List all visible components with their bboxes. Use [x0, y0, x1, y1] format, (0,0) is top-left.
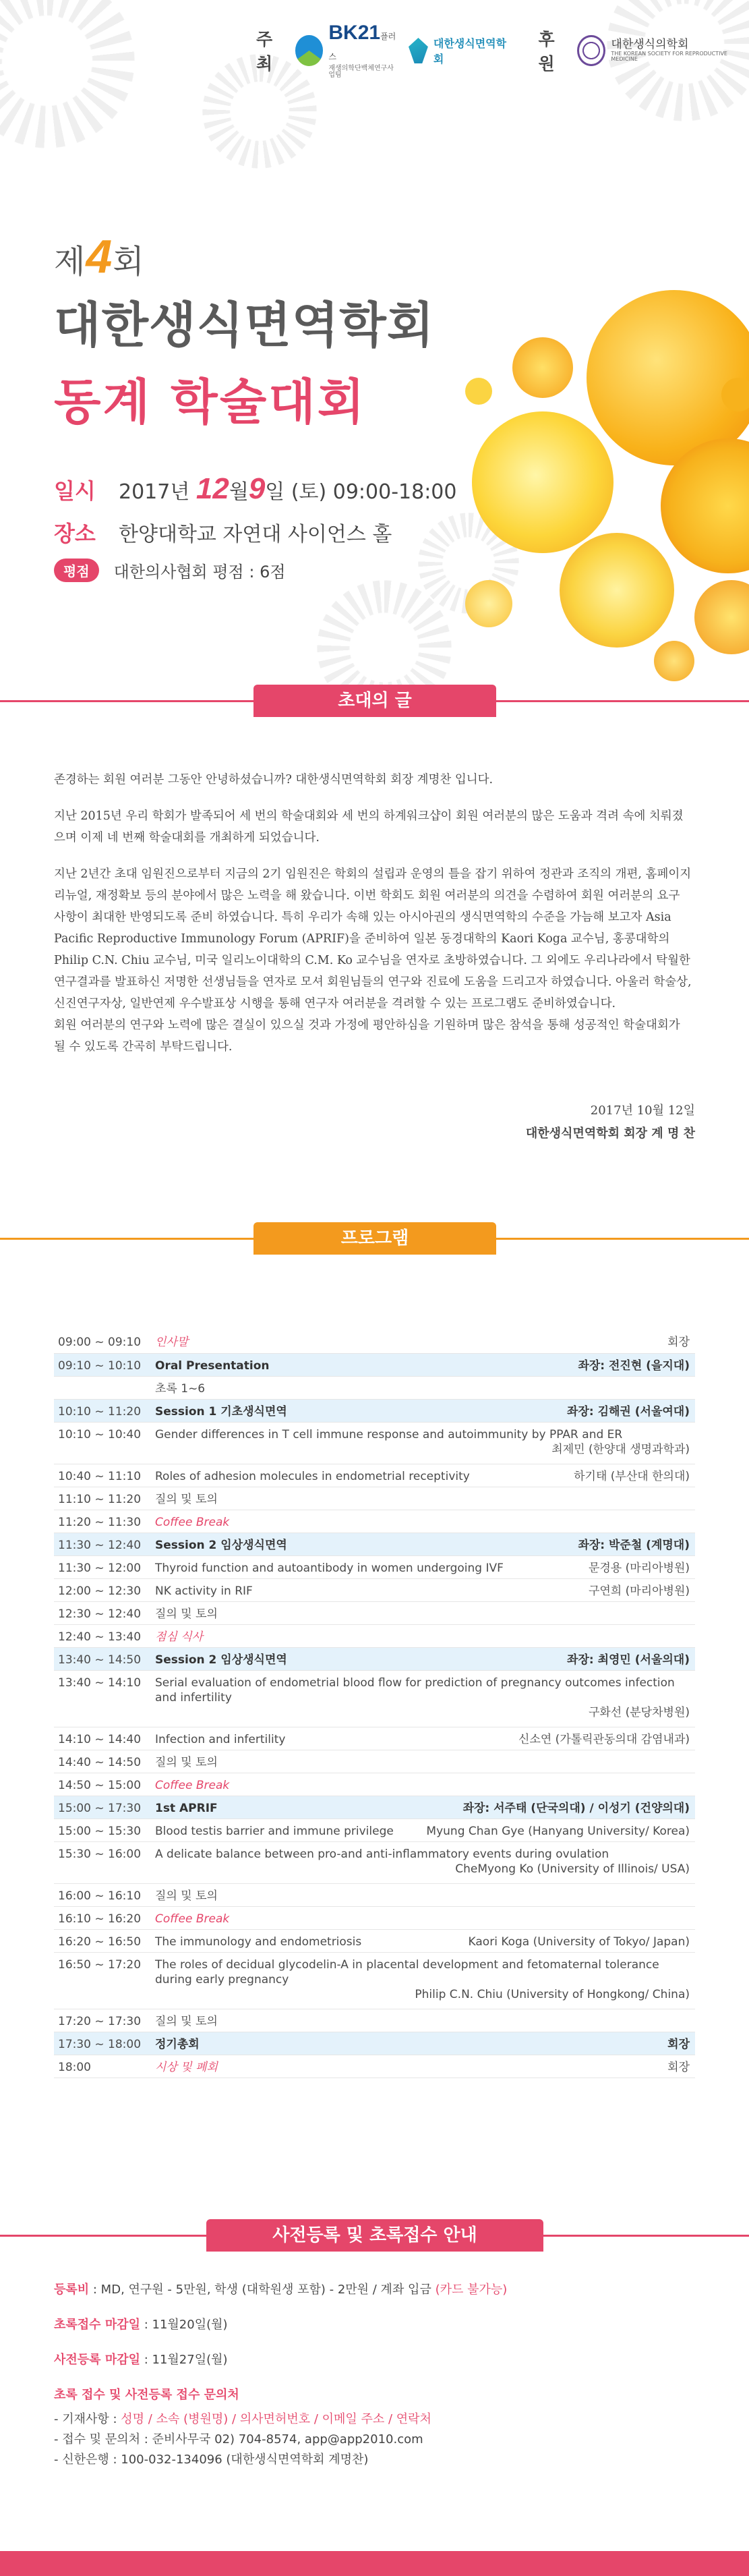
program-title: A delicate balance between pro-and anti-inflammatory events during ovulation — [155, 1847, 609, 1861]
program-title: 질의 및 토의 — [155, 1755, 218, 1769]
program-item — [155, 1929, 695, 1952]
sponsor-label: 후원 — [538, 30, 555, 74]
invitation-text — [54, 769, 694, 1072]
contact-line-prefix: - 기재사항 : — [54, 2412, 121, 2426]
program-item — [155, 1533, 695, 1555]
program-time: 13:40 ~ 14:50 — [54, 1647, 155, 1670]
program-time: 10:10 ~ 10:40 — [54, 1422, 155, 1464]
contact-line: - 신한은행 : 100-032-134096 (대한생식면역학회 계명찬) — [54, 2453, 369, 2467]
program-heading: 프로그램 — [253, 1222, 496, 1255]
program-row — [54, 1796, 695, 1819]
edition-suffix: 회 — [113, 243, 145, 281]
bk21-logo — [295, 23, 399, 79]
date-year: 2017년 — [119, 480, 190, 504]
program-time: 10:40 ~ 11:10 — [54, 1464, 155, 1487]
program-time: 16:00 ~ 16:10 — [54, 1883, 155, 1906]
program-row — [54, 1750, 695, 1773]
program-time: 09:00 ~ 09:10 — [54, 1330, 155, 1353]
program-time: 14:10 ~ 14:40 — [54, 1727, 155, 1750]
program-row — [54, 1883, 695, 1906]
program-item — [155, 1819, 695, 1841]
program-item — [155, 1906, 695, 1929]
program-title: Gender differences in T cell immune response and autoimmunity by PPAR and ER — [155, 1427, 623, 1441]
program-item — [155, 1624, 695, 1647]
program-speaker: Kaori Koga (University of Tokyo/ Japan) — [468, 1935, 690, 1949]
invitation-paragraph: 지난 2015년 우리 학회가 발족되어 세 번의 학술대회와 세 번의 하계워크샵이 회원 여러분의 많은 도움과 격려 속에 치뤄졌으며 이제 네 번째 학술대회를 개최하게 되었습니다. — [54, 809, 684, 845]
credit-badge: 평점 — [54, 559, 99, 582]
conference-title: 동계 학술대회 — [54, 374, 367, 430]
fee-text: : MD, 연구원 - 5만원, 학생 (대학원생 포함) - 2만원 / 계좌 입금 — [89, 2283, 436, 2297]
program-title: Thyroid function and autoantibody in women undergoing IVF — [155, 1561, 504, 1575]
program-title: Serial evaluation of endometrial blood flow for prediction of pregnancy outcomes infection and infertility — [155, 1676, 675, 1705]
program-title: The immunology and endometriosis — [155, 1935, 362, 1949]
program-item — [155, 1727, 695, 1750]
header-bar — [256, 21, 742, 79]
program-row — [54, 1555, 695, 1578]
program-row — [54, 1601, 695, 1624]
program-row — [54, 1422, 695, 1464]
program-row — [54, 1841, 695, 1883]
contact-line: - 접수 및 문의처 : 준비사무국 02) 704-8574, app@app2010.com — [54, 2432, 423, 2446]
program-time: 11:30 ~ 12:40 — [54, 1533, 155, 1555]
cell-decoration — [694, 580, 749, 654]
cell-decoration — [465, 378, 492, 405]
sun-decoration — [0, 0, 135, 148]
society-title: 대한생식면역학회 — [54, 297, 435, 353]
program-item — [155, 2055, 695, 2078]
program-speaker: 회장 — [667, 2060, 690, 2074]
program-title: 1st APRIF — [155, 1801, 218, 1815]
society-logo — [409, 35, 508, 66]
program-speaker: CheMyong Ko (University of Illinois/ USA) — [455, 1862, 690, 1876]
program-title: NK activity in RIF — [155, 1584, 253, 1598]
invitation-date: 2017년 10월 12일 — [590, 1104, 695, 1118]
prereg-deadline-label: 사전등록 마감일 — [54, 2353, 140, 2367]
invitation-paragraph: 존경하는 회원 여러분 그동안 안녕하셨습니까? 대한생식면역학회 회장 계명찬 입니다. — [54, 773, 493, 786]
invitation-banner — [0, 685, 749, 717]
bk21-logo-icon — [295, 35, 324, 66]
program-speaker: 구화선 (분당차병원) — [588, 1705, 690, 1719]
program-time: 10:10 ~ 11:20 — [54, 1399, 155, 1422]
program-row — [54, 1533, 695, 1555]
program-row — [54, 1376, 695, 1399]
abstract-deadline-row — [54, 2315, 701, 2332]
program-time: 17:20 ~ 17:30 — [54, 2009, 155, 2032]
program-banner — [0, 1222, 749, 1255]
program-item — [155, 1601, 695, 1624]
hero — [0, 0, 749, 685]
bk21-suffix: 플러스 — [328, 31, 396, 61]
program-title: 질의 및 토의 — [155, 2014, 218, 2028]
program-speaker: 최제민 (한양대 생명과학과) — [551, 1442, 690, 1456]
contact-heading: 초록 접수 및 사전등록 접수 문의처 — [54, 2388, 239, 2402]
program-row — [54, 1353, 695, 1376]
program-time — [54, 1376, 155, 1399]
program-row — [54, 1510, 695, 1533]
event-info — [54, 472, 456, 593]
program-time: 11:20 ~ 11:30 — [54, 1510, 155, 1533]
program-title: 질의 및 토의 — [155, 1492, 218, 1506]
program-title: Coffee Break — [155, 1912, 230, 1926]
program-row — [54, 1464, 695, 1487]
program-title: Roles of adhesion molecules in endometrial receptivity — [155, 1469, 470, 1483]
edition — [54, 229, 434, 283]
program-item — [155, 1841, 695, 1883]
program-title: 인사말 — [155, 1336, 189, 1349]
program-table — [54, 1330, 695, 2078]
program-title: 정기총회 — [155, 2037, 200, 2051]
program-time: 13:40 ~ 14:10 — [54, 1670, 155, 1727]
program-time: 12:00 ~ 12:30 — [54, 1578, 155, 1601]
date-label: 일시 — [54, 478, 96, 504]
program-title: Session 2 임상생식면역 — [155, 1538, 287, 1552]
program-item — [155, 1464, 695, 1487]
session-chair: 좌장: 박준철 (계명대) — [578, 1538, 690, 1552]
date-value — [119, 472, 456, 506]
session-chair: 좌장: 김해권 (서울여대) — [567, 1404, 690, 1419]
program-time: 15:00 ~ 17:30 — [54, 1796, 155, 1819]
program-time: 16:50 ~ 17:20 — [54, 1952, 155, 2009]
program-item — [155, 1555, 695, 1578]
cell-decoration — [465, 580, 512, 627]
program-time: 18:00 — [54, 2055, 155, 2078]
date-day: 9 — [248, 472, 266, 505]
program-time: 12:30 ~ 12:40 — [54, 1601, 155, 1624]
venue-label: 장소 — [54, 521, 96, 546]
program-row — [54, 1727, 695, 1750]
sponsor-logo-icon — [577, 35, 605, 66]
program-item — [155, 1399, 695, 1422]
credit-value: 대한의사협회 평점 : 6점 — [113, 563, 286, 581]
program-title: The roles of decidual glycodelin-A in placental development and fetomaternal tolerance during early pregnancy — [155, 1957, 659, 1986]
program-row — [54, 1647, 695, 1670]
program-item — [155, 1883, 695, 1906]
program-title: Session 2 임상생식면역 — [155, 1653, 287, 1667]
bk21-name: BK21 — [328, 21, 381, 44]
program-item — [155, 1578, 695, 1601]
program-title: Coffee Break — [155, 1515, 230, 1529]
session-chair: 좌장: 전진현 (을지대) — [578, 1358, 690, 1373]
invitation-signer: 대한생식면역학회 회장 계 명 찬 — [525, 1126, 695, 1141]
venue-row — [54, 517, 456, 548]
program-speaker: Myung Chan Gye (Hanyang University/ Korea) — [426, 1824, 690, 1838]
invitation-paragraph: 회원 여러분의 연구와 노력에 많은 결실이 있으실 것과 가정에 평안하심을 기원하며 많은 참석을 통해 성공적인 학술대회가 될 수 있도록 간곡히 부탁드립니다. — [54, 1019, 680, 1054]
registration-info — [54, 2280, 701, 2470]
fee-note: (카드 불가능) — [435, 2283, 508, 2297]
program-item — [155, 2009, 695, 2032]
program-time: 09:10 ~ 10:10 — [54, 1353, 155, 1376]
sponsor-logo-name: 대한생식의학회 — [611, 37, 689, 51]
invitation-paragraph: 지난 2년간 초대 임원진으로부터 지금의 2기 임원진은 학회의 설립과 운영의 틀을 잡기 위하여 정관과 조직의 개편, 홈페이지 리뉴얼, 재정확보 등의 분야에서 많은 노력을 해 왔습니다. 이번 학회도 회원 여러분의 의견을 수렴하여 회원 여러분의 요구 사항이 최대한 반영되도록 준비 하였습니다. 특히 우리가 속해 있는 아시아권의 생식면역학의 수준을 가늠해 보고자 Asia Pacific Reproductive Immunology Forum (APRIF)을 준비하여 일본 동경대학의 Kaori Koga 교수님, 홍콩대학의 Philip C.N. Chiu 교수님, 미국 일리노이대학의 C.M. Ko 교수님을 연자로 초방하였습니다. 그 외에도 우리나라에서 탁월한 연구결과를 발표하신 저명한 선생님들을 연자로 모셔 회원님들의 연구와 진료에 도움을 드리고자 하였습니다. 아울러 학술상, 신진연구자상, 일반연제 우수발표상 시행을 통해 연구자 여러분을 격려할 수 있는 프로그램도 준비하였습니다. — [54, 867, 692, 1010]
program-title: 질의 및 토의 — [155, 1607, 218, 1621]
session-chair: 회장 — [667, 2037, 690, 2051]
program-speaker: 하기태 (부산대 한의대) — [574, 1469, 690, 1483]
program-title: Blood testis barrier and immune privilege — [155, 1824, 394, 1838]
program-row — [54, 1624, 695, 1647]
program-time: 12:40 ~ 13:40 — [54, 1624, 155, 1647]
program-row — [54, 1670, 695, 1727]
abstract-deadline-label: 초록접수 마감일 — [54, 2318, 140, 2332]
fee-label: 등록비 — [54, 2283, 90, 2297]
title-block — [54, 229, 434, 433]
program-item — [155, 1376, 695, 1399]
footer-band — [0, 2551, 749, 2576]
program-title: Oral Presentation — [155, 1358, 270, 1373]
program-row — [54, 1487, 695, 1510]
society-logo-name: 대한생식면역학회 — [433, 37, 507, 65]
date-rest: 일 (토) 09:00-18:00 — [265, 480, 457, 504]
cell-decoration — [472, 411, 613, 553]
program-row — [54, 1773, 695, 1796]
host-label: 주최 — [256, 30, 273, 74]
program-item — [155, 1330, 695, 1353]
program-time: 17:30 ~ 18:00 — [54, 2032, 155, 2055]
program-title: Coffee Break — [155, 1778, 230, 1792]
program-item — [155, 1670, 695, 1727]
program-item — [155, 1647, 695, 1670]
program-speaker: 회장 — [667, 1336, 690, 1349]
program-row — [54, 1929, 695, 1952]
date-row — [54, 472, 456, 506]
prereg-deadline: : 11월27일(월) — [140, 2353, 228, 2367]
program-title: 초록 1~6 — [155, 1381, 206, 1396]
program-row — [54, 1819, 695, 1841]
cell-decoration — [654, 641, 694, 681]
program-item — [155, 1773, 695, 1796]
registration-heading: 사전등록 및 초록접수 안내 — [206, 2219, 543, 2252]
program-time: 16:20 ~ 16:50 — [54, 1929, 155, 1952]
cell-decoration — [512, 337, 573, 398]
program-title: Session 1 기초생식면역 — [155, 1404, 287, 1419]
program-speaker: 문경용 (마리아병원) — [588, 1561, 690, 1575]
program-time: 14:40 ~ 14:50 — [54, 1750, 155, 1773]
program-time: 16:10 ~ 16:20 — [54, 1906, 155, 1929]
session-chair: 좌장: 최영민 (서울의대) — [567, 1653, 690, 1667]
program-item — [155, 1422, 695, 1464]
program-title: Infection and infertility — [155, 1732, 286, 1746]
program-speaker: 구연희 (마리아병원) — [588, 1584, 690, 1598]
program-time: 15:00 ~ 15:30 — [54, 1819, 155, 1841]
invitation-heading: 초대의 글 — [253, 685, 496, 717]
date-month-unit: 월 — [229, 480, 249, 504]
program-item — [155, 1353, 695, 1376]
program-item — [155, 1750, 695, 1773]
sponsor-logo-sub: THE KOREAN SOCIETY FOR REPRODUCTIVE MEDICINE — [611, 50, 727, 62]
program-item — [155, 1487, 695, 1510]
program-title: 점심 식사 — [155, 1630, 204, 1644]
program-time: 11:30 ~ 12:00 — [54, 1555, 155, 1578]
program-item — [155, 2032, 695, 2055]
program-row — [54, 1906, 695, 1929]
cell-decoration — [560, 533, 674, 648]
contact-line — [54, 2409, 701, 2430]
program-item — [155, 1510, 695, 1533]
program-item — [155, 1796, 695, 1819]
program-time: 11:10 ~ 11:20 — [54, 1487, 155, 1510]
venue-value: 한양대학교 자연대 사이언스 홀 — [119, 523, 392, 546]
society-logo-icon — [409, 38, 428, 63]
program-speaker: Philip C.N. Chiu (University of Hongkong/ China) — [415, 1987, 690, 2001]
contact-block — [54, 2385, 701, 2470]
contact-items: 성명 / 소속 (병원명) / 의사면허번호 / 이메일 주소 / 연락처 — [121, 2412, 431, 2426]
edition-prefix: 제 — [54, 243, 86, 281]
program-time: 15:30 ~ 16:00 — [54, 1841, 155, 1883]
program-item — [155, 1952, 695, 2009]
invitation-signature — [526, 1099, 695, 1145]
registration-banner — [0, 2219, 749, 2252]
prereg-deadline-row — [54, 2350, 701, 2368]
date-month: 12 — [196, 472, 229, 505]
program-row — [54, 2055, 695, 2078]
program-row — [54, 1330, 695, 1353]
edition-number: 4 — [86, 230, 113, 283]
session-chair: 좌장: 서주태 (단국의대) / 이성기 (건양의대) — [462, 1801, 690, 1815]
program-title: 시상 및 폐회 — [155, 2060, 218, 2074]
credit-row — [54, 559, 456, 582]
program-row — [54, 1952, 695, 2009]
program-time: 14:50 ~ 15:00 — [54, 1773, 155, 1796]
program-row — [54, 2009, 695, 2032]
abstract-deadline: : 11월20일(월) — [140, 2318, 228, 2332]
program-row — [54, 1578, 695, 1601]
bk21-sub: 재생의학단백체연구사업팀 — [328, 64, 394, 79]
program-speaker: 신소연 (가톨릭관동의대 감염내과) — [518, 1732, 690, 1746]
program-row — [54, 1399, 695, 1422]
sponsor-logo — [577, 35, 742, 66]
program-row — [54, 2032, 695, 2055]
fee-row — [54, 2280, 701, 2297]
program-title: 질의 및 토의 — [155, 1889, 218, 1903]
